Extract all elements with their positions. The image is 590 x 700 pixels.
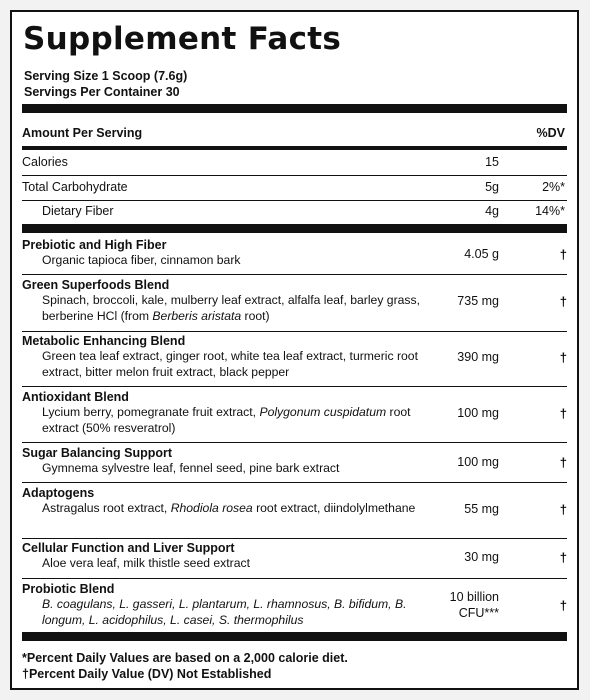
divider: [22, 538, 567, 539]
dagger-mark: †: [559, 598, 567, 613]
medium-divider: [22, 146, 567, 150]
dagger-mark: †: [559, 350, 567, 365]
blend-name: Sugar Balancing Support: [22, 446, 173, 460]
divider: [22, 175, 567, 176]
divider: [22, 386, 567, 387]
blend-name: Probiotic Blend: [22, 582, 115, 596]
dagger-mark: †: [559, 502, 567, 517]
thick-divider-blends: [22, 224, 567, 233]
blend-name: Cellular Function and Liver Support: [22, 541, 235, 555]
divider: [22, 274, 567, 275]
nutrient-amount: 5g: [485, 180, 499, 194]
blend-ingredients: Organic tapioca fiber, cinnamon bark: [42, 253, 241, 267]
blend-name: Antioxidant Blend: [22, 390, 129, 404]
blend-ingredients: B. coagulans, L. gasseri, L. plantarum, L. rhamnosus, B. bifidum, B. longum, L. acidophilus, L. casei, S. thermophilus: [42, 597, 407, 627]
blend-amount: 4.05 g: [464, 247, 499, 261]
blend-ingredients: Astragalus root extract, Rhodiola rosea root extract, diindolylmethane: [42, 501, 416, 515]
blend-amount-cfu-unit: CFU***: [458, 606, 499, 620]
supplement-facts-panel: [10, 10, 579, 690]
nutrient-amount: 15: [485, 155, 499, 169]
dagger-mark: †: [559, 455, 567, 470]
nutrient-name: Total Carbohydrate: [22, 180, 128, 194]
divider: [22, 200, 567, 201]
blend-ingredients: Green tea leaf extract, ginger root, white tea leaf extract, turmeric root extract, bitter melon fruit extract, black pepper: [42, 349, 418, 379]
blend-ingredients: Lycium berry, pomegranate fruit extract, Polygonum cuspidatum root extract (50% resveratrol): [42, 405, 411, 435]
blend-ingredients: Gymnema sylvestre leaf, fennel seed, pine bark extract: [42, 461, 340, 475]
footnote-daily-value: *Percent Daily Values are based on a 2,000 calorie diet.: [22, 651, 348, 665]
blend-name: Adaptogens: [22, 486, 95, 500]
divider: [22, 331, 567, 332]
nutrient-dv: 14%*: [535, 204, 565, 218]
blend-name: Prebiotic and High Fiber: [22, 238, 167, 252]
divider: [22, 482, 567, 483]
blend-name: Metabolic Enhancing Blend: [22, 334, 186, 348]
blend-ingredients: Spinach, broccoli, kale, mulberry leaf extract, alfalfa leaf, barley grass, berberine HCl (from Berberis aristata root): [42, 293, 420, 323]
divider: [22, 442, 567, 443]
footnote-dv-not-established: †Percent Daily Value (DV) Not Established: [22, 667, 272, 681]
amount-per-serving-label: Amount Per Serving: [22, 126, 143, 140]
thick-divider-bottom: [22, 632, 567, 641]
blend-amount: 390 mg: [457, 350, 499, 364]
nutrient-name: Dietary Fiber: [42, 204, 114, 218]
blend-amount: 735 mg: [457, 294, 499, 308]
blend-amount: 100 mg: [457, 406, 499, 420]
dagger-mark: †: [559, 406, 567, 421]
thick-divider-top: [22, 104, 567, 113]
blend-amount: 100 mg: [457, 455, 499, 469]
panel-title: Supplement Facts: [23, 21, 342, 57]
dagger-mark: †: [559, 247, 567, 262]
nutrient-amount: 4g: [485, 204, 499, 218]
blend-amount: 55 mg: [464, 502, 499, 516]
blend-amount-cfu: 10 billion: [449, 590, 499, 604]
servings-per-container: Servings Per Container 30: [24, 85, 180, 99]
nutrient-dv: 2%*: [542, 180, 565, 194]
divider: [22, 578, 567, 579]
dagger-mark: †: [559, 294, 567, 309]
dv-header-label: %DV: [536, 126, 565, 140]
nutrient-name: Calories: [22, 155, 68, 169]
dagger-mark: †: [559, 550, 567, 565]
serving-size: Serving Size 1 Scoop (7.6g): [24, 69, 188, 83]
blend-amount: 30 mg: [464, 550, 499, 564]
blend-ingredients: Aloe vera leaf, milk thistle seed extract: [42, 556, 250, 570]
blend-name: Green Superfoods Blend: [22, 278, 170, 292]
